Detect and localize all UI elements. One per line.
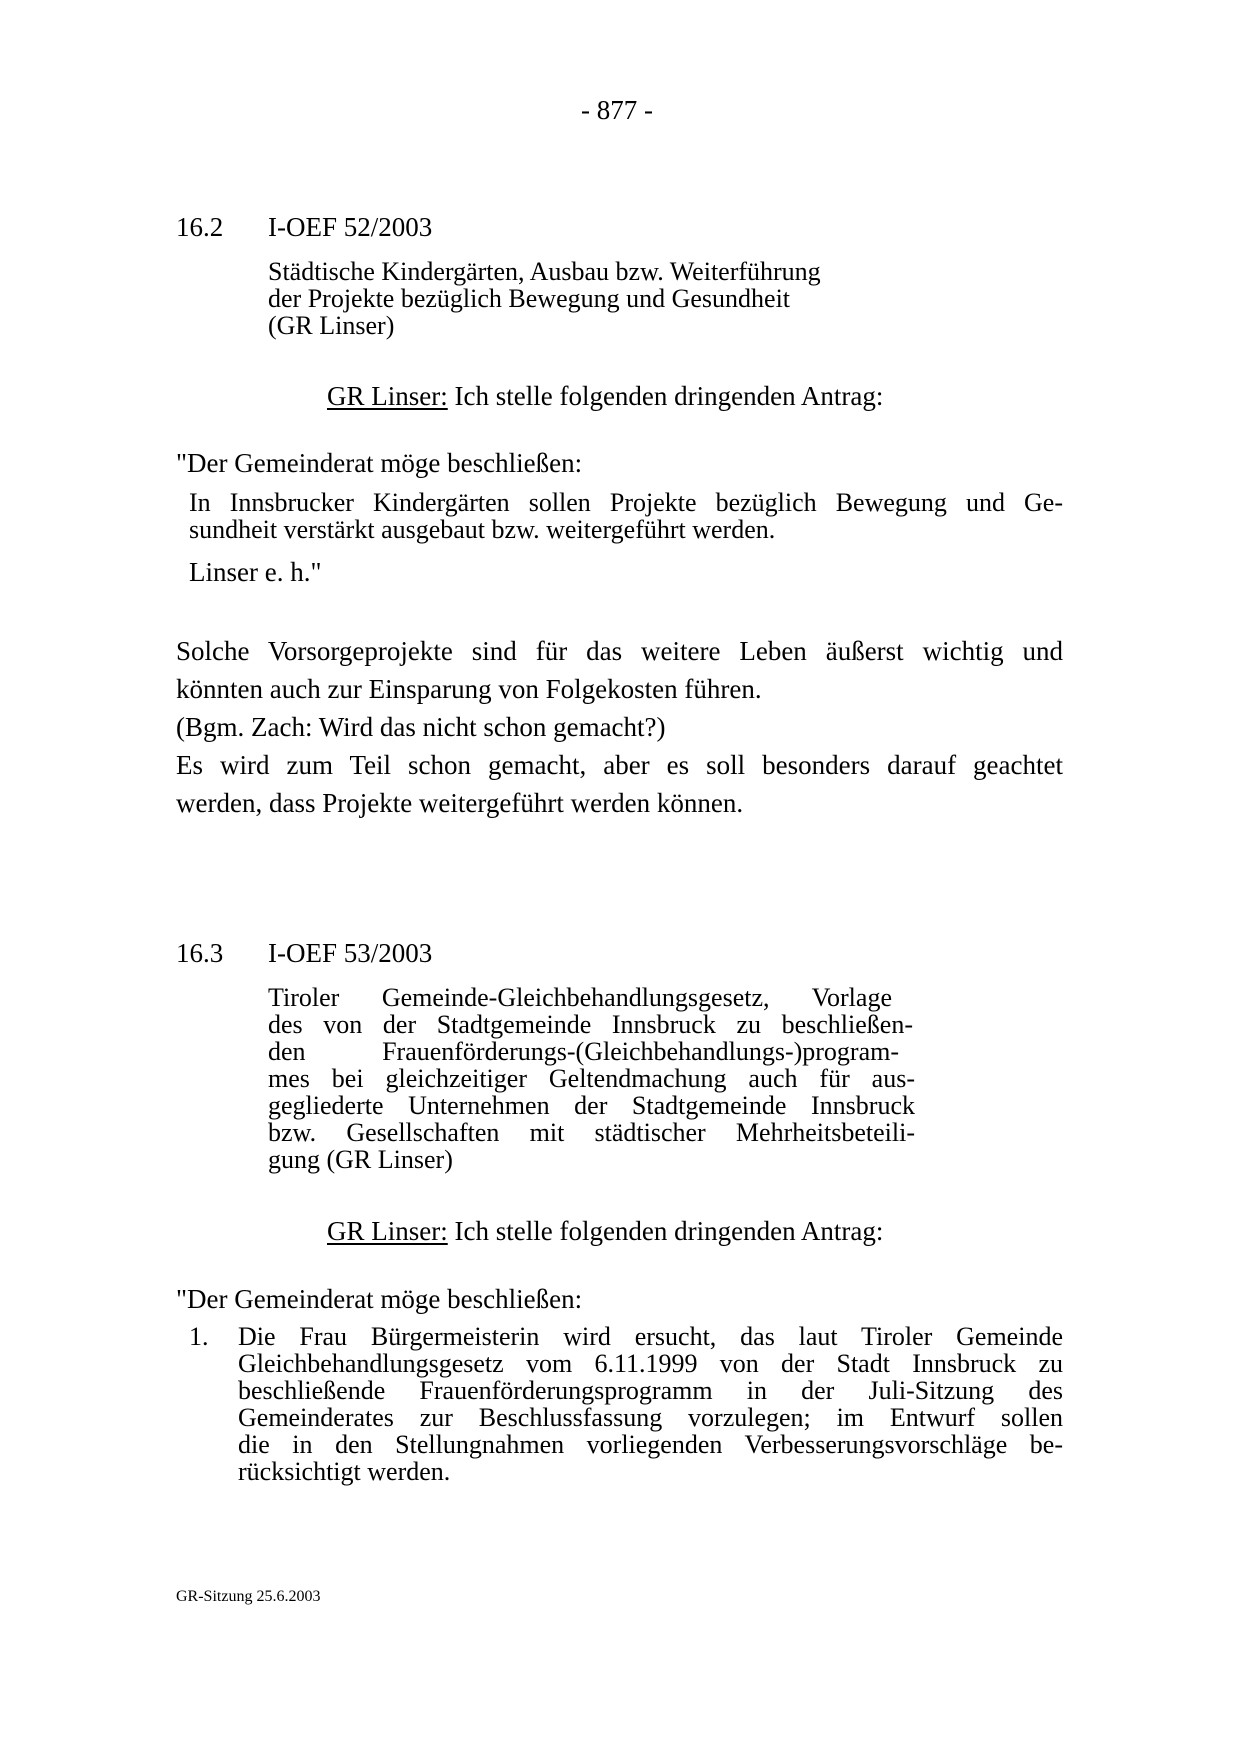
body-paragraph-line: Es wird zum Teil schon gemacht, aber es soll besonders darauf geachtet xyxy=(176,750,1063,780)
speaker-name: GR Linser: xyxy=(327,381,448,411)
section-code: I-OEF 53/2003 xyxy=(268,938,433,968)
section-title-line: Tiroler Gemeinde-Gleichbehandlungsgesetz, Vorlage xyxy=(268,983,892,1012)
list-item-line: rücksichtigt werden. xyxy=(238,1457,451,1486)
section-title-line: des von der Stadtgemeinde Innsbruck zu beschließen- xyxy=(268,1010,913,1039)
motion-text-line: sundheit verstärkt ausgebaut bzw. weitergeführt werden. xyxy=(189,515,776,544)
list-item-line: Gleichbehandlungsgesetz vom 6.11.1999 von der Stadt Innsbruck zu xyxy=(238,1349,1063,1378)
speaker-intro xyxy=(327,378,883,415)
speaker-statement: Ich stelle folgenden dringenden Antrag: xyxy=(447,1216,884,1246)
body-paragraph-line: Solche Vorsorgeprojekte sind für das weitere Leben äußerst wichtig und xyxy=(176,636,1063,666)
list-item-line: Die Frau Bürgermeisterin wird ersucht, das laut Tiroler Gemeinde xyxy=(238,1322,1063,1351)
body-paragraph-line: könnten auch zur Einsparung von Folgekosten führen. xyxy=(176,674,762,704)
section-number: 16.3 xyxy=(176,938,224,968)
motion-heading: "Der Gemeinderat möge beschließen: xyxy=(176,448,583,478)
section-number: 16.2 xyxy=(176,212,224,242)
section-code: I-OEF 52/2003 xyxy=(268,212,433,242)
motion-heading: "Der Gemeinderat möge beschließen: xyxy=(176,1284,583,1314)
list-item-line: die in den Stellungnahmen vorliegenden Verbesserungsvorschläge be- xyxy=(238,1430,1063,1459)
section-title-line: gung (GR Linser) xyxy=(268,1145,453,1174)
speaker-statement: Ich stelle folgenden dringenden Antrag: xyxy=(447,381,884,411)
page-number: - 877 - xyxy=(581,95,653,125)
section-title-line: der Projekte bezüglich Bewegung und Gesundheit xyxy=(268,284,791,313)
motion-signature: Linser e. h." xyxy=(189,557,322,587)
section-title-line: bzw. Gesellschaften mit städtischer Mehrheitsbeteili- xyxy=(268,1118,915,1147)
list-item-line: beschließende Frauenförderungsprogramm in der Juli-Sitzung des xyxy=(238,1376,1063,1405)
section-title-line: gegliederte Unternehmen der Stadtgemeinde Innsbruck xyxy=(268,1091,915,1120)
list-item-line: Gemeinderates zur Beschlussfassung vorzulegen; im Entwurf sollen xyxy=(238,1403,1063,1432)
speaker-name: GR Linser: xyxy=(327,1216,448,1246)
section-title-line: Städtische Kindergärten, Ausbau bzw. Weiterführung xyxy=(268,257,821,286)
speaker-intro xyxy=(327,1213,883,1250)
body-paragraph-line: (Bgm. Zach: Wird das nicht schon gemacht?) xyxy=(176,712,666,742)
page-footer: GR-Sitzung 25.6.2003 xyxy=(176,1588,321,1605)
list-item-number: 1. xyxy=(189,1322,209,1351)
motion-text-line: In Innsbrucker Kindergärten sollen Projekte bezüglich Bewegung und Ge- xyxy=(189,488,1063,517)
section-title-line: den Frauenförderungs-(Gleichbehandlungs-)program- xyxy=(268,1037,899,1066)
section-title-line: (GR Linser) xyxy=(268,311,395,340)
section-title-line: mes bei gleichzeitiger Geltendmachung auch für aus- xyxy=(268,1064,915,1093)
body-paragraph-line: werden, dass Projekte weitergeführt werden können. xyxy=(176,788,744,818)
